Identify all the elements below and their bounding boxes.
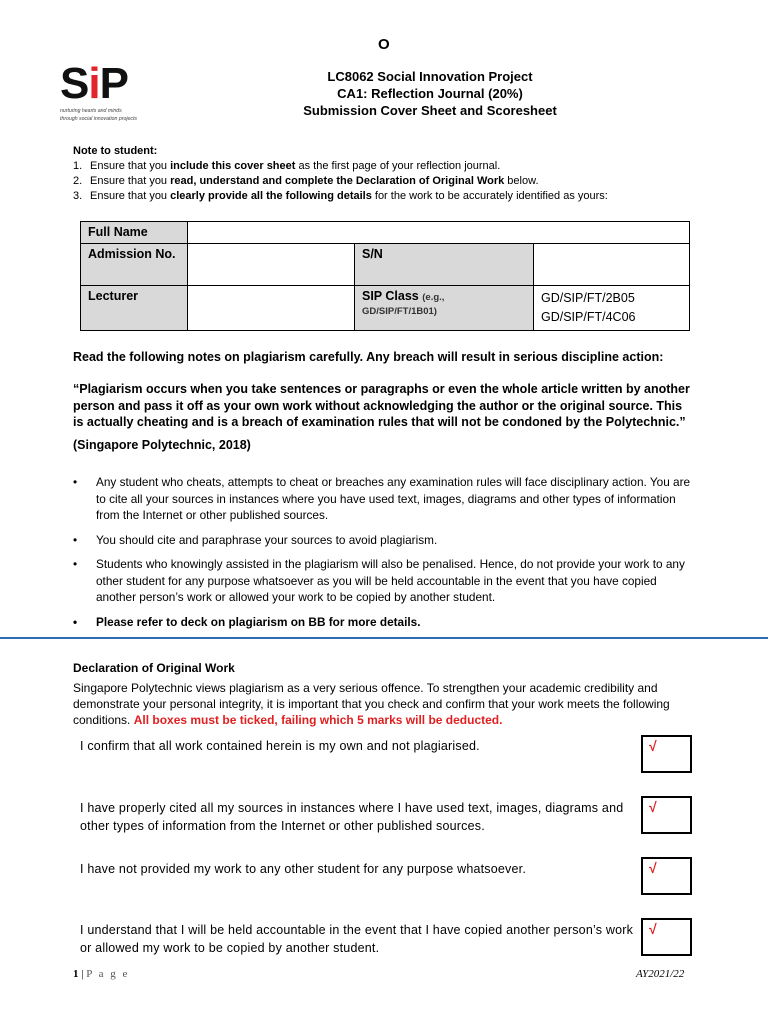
- declaration-checkbox-4[interactable]: [641, 918, 692, 956]
- declaration-checkbox-3[interactable]: [641, 857, 692, 895]
- tick-icon: √: [649, 738, 657, 754]
- document-title: [250, 68, 610, 119]
- declaration-statement-3: I have not provided my work to any other student for any purpose whatsoever.: [80, 862, 526, 876]
- bullet-item: • Students who knowingly assisted in the plagiarism will also be penalised. Hence, do not provide your work to any other student for any purpose whatsoever as you will be held accountable in the event that you have copied another person’s work or allowed your work to be copied by another student.: [73, 557, 685, 604]
- full-name-label: Full Name: [81, 222, 188, 244]
- declaration-checkbox-2[interactable]: [641, 796, 692, 834]
- logo-tagline-2: through social innovation projects: [60, 116, 137, 122]
- section-divider: [0, 637, 768, 639]
- logo-wordmark: SiP: [60, 59, 128, 108]
- full-name-field[interactable]: [188, 222, 690, 244]
- admission-field[interactable]: [188, 244, 355, 286]
- logo-tagline-1: nurturing hearts and minds: [60, 108, 122, 114]
- title-line-1: LC8062 Social Innovation Project: [327, 69, 533, 84]
- plagiarism-citation: (Singapore Polytechnic, 2018): [73, 438, 251, 452]
- declaration-warning: All boxes must be ticked, failing which 5 marks will be deducted.: [133, 713, 503, 727]
- sip-class-label: SIP Class (e.g., GD/SIP/FT/1B01): [355, 286, 534, 331]
- sip-class-field[interactable]: GD/SIP/FT/2B05 GD/SIP/FT/4C06: [534, 286, 690, 331]
- sip-logo: [60, 59, 146, 124]
- plagiarism-intro: Read the following notes on plagiarism carefully. Any breach will result in serious discipline action:: [73, 350, 664, 364]
- header-mark: O: [378, 36, 390, 53]
- declaration-checkbox-1[interactable]: [641, 735, 692, 773]
- note-item-3: 3. Ensure that you clearly provide all the following details for the work to be accurately identified as yours:: [73, 190, 608, 202]
- tick-icon: √: [649, 799, 657, 815]
- note-to-student: [73, 144, 713, 204]
- note-item-2: 2. Ensure that you read, understand and complete the Declaration of Original Work below.: [73, 175, 539, 187]
- student-details-table: [80, 221, 690, 331]
- declaration-statement-2: I have properly cited all my sources in instances where I have used text, images, diagrams and other types of information from the Internet or other published sources.: [80, 801, 624, 833]
- declaration-statement-4: I understand that I will be held accountable in the event that I have copied another person’s work or allowed my work to be copied by another student.: [80, 923, 634, 955]
- bullet-item: • Any student who cheats, attempts to cheat or breaches any examination rules will face disciplinary action. You are to cite all your sources in instances where you have used text, images, diagrams and other types of information from the Internet or other published sources.: [73, 475, 691, 522]
- declaration-statement-1: I confirm that all work contained herein is my own and not plagiarised.: [80, 739, 480, 753]
- plagiarism-bullets: [73, 474, 693, 638]
- declaration-heading: Declaration of Original Work: [73, 661, 235, 675]
- page-footer-year: AY2021/22: [636, 968, 685, 980]
- title-line-3: Submission Cover Sheet and Scoresheet: [303, 103, 557, 118]
- note-heading: Note to student:: [73, 145, 158, 157]
- lecturer-field[interactable]: [188, 286, 355, 331]
- title-line-2: CA1: Reflection Journal (20%): [337, 86, 523, 101]
- tick-icon: √: [649, 921, 657, 937]
- plagiarism-quote: “Plagiarism occurs when you take sentences or paragraphs or even the whole article written by another person and pass it off as your own work without acknowledging the author or the original source. This is actually cheating and is a breach of examination rules that will not be condoned by the Polytechnic.”: [73, 382, 690, 429]
- sn-label: S/N: [355, 244, 534, 286]
- tick-icon: √: [649, 860, 657, 876]
- sn-field[interactable]: [534, 244, 690, 286]
- page-footer-number: 1 | P a g e: [73, 968, 130, 980]
- declaration-intro: Singapore Polytechnic views plagiarism as a very serious offence. To strengthen your academic credibility and demonstrate your personal integrity, it is important that you check and confirm that your work meets the following conditions. All boxes must be ticked, failing which 5 marks will be deducted.: [73, 681, 670, 727]
- lecturer-label: Lecturer: [81, 286, 188, 331]
- bullet-item: • Please refer to deck on plagiarism on BB for more details.: [73, 614, 421, 629]
- admission-label: Admission No.: [81, 244, 188, 286]
- bullet-item: • You should cite and paraphrase your sources to avoid plagiarism.: [73, 532, 438, 547]
- note-item-1: 1. Ensure that you include this cover sheet as the first page of your reflection journal.: [73, 160, 501, 172]
